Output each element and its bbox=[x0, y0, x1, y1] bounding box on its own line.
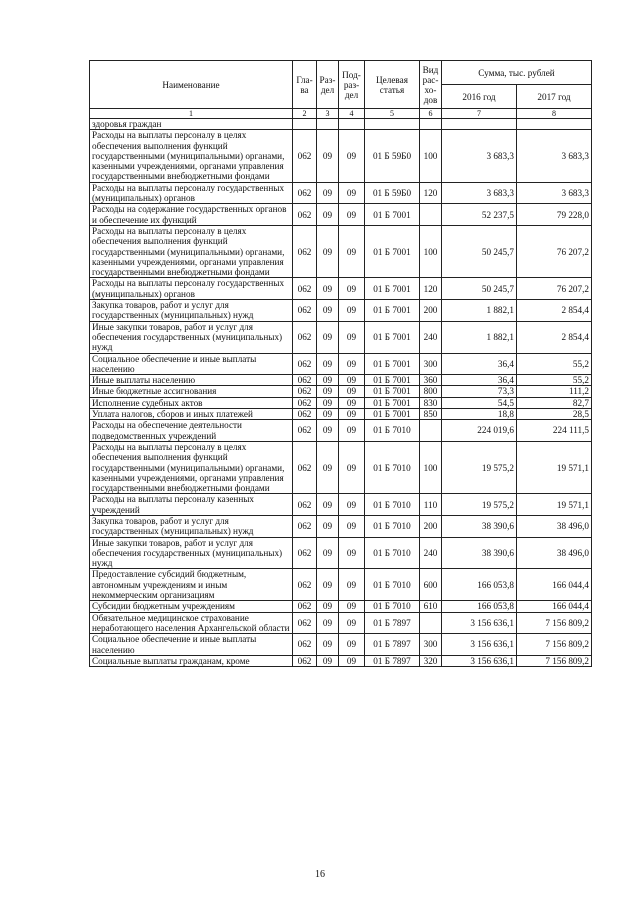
cell-section: 09 bbox=[317, 612, 339, 634]
cell-expense-type: 610 bbox=[420, 601, 442, 612]
cell-section: 09 bbox=[317, 204, 339, 226]
header-section: Раз-дел bbox=[317, 61, 339, 109]
cell-section bbox=[317, 119, 339, 130]
cell-subsection: 09 bbox=[339, 375, 365, 386]
header-expense-type: Вид рас-хо-дов bbox=[420, 61, 442, 109]
header-year-2017: 2017 год bbox=[517, 85, 592, 109]
cell-amount-2017: 76 207,2 bbox=[517, 225, 592, 277]
cell-subsection: 09 bbox=[339, 569, 365, 601]
cell-chapter: 062 bbox=[293, 386, 317, 397]
cell-expense-type: 120 bbox=[420, 182, 442, 204]
cell-amount-2016: 38 390,6 bbox=[442, 515, 517, 537]
table-body bbox=[90, 109, 592, 667]
cell-target-item: 01 Б 7010 bbox=[365, 515, 420, 537]
column-number: 8 bbox=[517, 109, 592, 119]
table-row bbox=[90, 182, 592, 204]
cell-amount-2017: 82,7 bbox=[517, 397, 592, 408]
cell-expense-type: 110 bbox=[420, 494, 442, 516]
cell-expense-type: 300 bbox=[420, 634, 442, 656]
table-row bbox=[90, 225, 592, 277]
cell-expense-type: 240 bbox=[420, 321, 442, 353]
cell-section: 09 bbox=[317, 655, 339, 666]
cell-amount-2017: 7 156 809,2 bbox=[517, 634, 592, 656]
cell-chapter: 062 bbox=[293, 655, 317, 666]
cell-chapter: 062 bbox=[293, 409, 317, 420]
cell-amount-2017: 7 156 809,2 bbox=[517, 612, 592, 634]
cell-expense-type: 100 bbox=[420, 441, 442, 493]
cell-amount-2016: 36,4 bbox=[442, 353, 517, 375]
cell-amount-2016: 3 156 636,1 bbox=[442, 655, 517, 666]
cell-amount-2016: 19 575,2 bbox=[442, 441, 517, 493]
cell-amount-2017: 166 044,4 bbox=[517, 569, 592, 601]
cell-target-item: 01 Б 7010 bbox=[365, 441, 420, 493]
table-row bbox=[90, 130, 592, 182]
cell-amount-2017: 111,2 bbox=[517, 386, 592, 397]
cell-amount-2017 bbox=[517, 119, 592, 130]
cell-name: Уплата налогов, сборов и иных платежей bbox=[90, 409, 293, 420]
cell-amount-2016: 3 156 636,1 bbox=[442, 634, 517, 656]
cell-subsection: 09 bbox=[339, 634, 365, 656]
cell-chapter: 062 bbox=[293, 375, 317, 386]
cell-name: Социальное обеспечение и иные выплаты населению bbox=[90, 634, 293, 656]
table-row bbox=[90, 655, 592, 666]
cell-subsection: 09 bbox=[339, 130, 365, 182]
column-number: 1 bbox=[90, 109, 293, 119]
cell-name: Социальное обеспечение и иные выплаты населению bbox=[90, 353, 293, 375]
cell-section: 09 bbox=[317, 300, 339, 322]
table-row bbox=[90, 119, 592, 130]
cell-target-item: 01 Б 7001 bbox=[365, 204, 420, 226]
cell-amount-2016: 54,5 bbox=[442, 397, 517, 408]
cell-chapter: 062 bbox=[293, 397, 317, 408]
cell-chapter: 062 bbox=[293, 634, 317, 656]
budget-table bbox=[89, 60, 592, 667]
table-row bbox=[90, 420, 592, 442]
cell-subsection: 09 bbox=[339, 397, 365, 408]
cell-name: Субсидии бюджетным учреждениям bbox=[90, 601, 293, 612]
header-amount: Сумма, тыс. рублей bbox=[442, 61, 592, 85]
column-number: 4 bbox=[339, 109, 365, 119]
cell-amount-2016: 3 156 636,1 bbox=[442, 612, 517, 634]
cell-target-item: 01 Б 59Б0 bbox=[365, 130, 420, 182]
cell-amount-2016: 3 683,3 bbox=[442, 182, 517, 204]
cell-expense-type bbox=[420, 612, 442, 634]
cell-amount-2017: 224 111,5 bbox=[517, 420, 592, 442]
cell-expense-type bbox=[420, 420, 442, 442]
cell-section: 09 bbox=[317, 569, 339, 601]
cell-section: 09 bbox=[317, 409, 339, 420]
cell-section: 09 bbox=[317, 634, 339, 656]
table-row bbox=[90, 537, 592, 569]
cell-section: 09 bbox=[317, 353, 339, 375]
cell-subsection: 09 bbox=[339, 655, 365, 666]
cell-expense-type bbox=[420, 119, 442, 130]
cell-amount-2016: 50 245,7 bbox=[442, 278, 517, 300]
header-subsection: Под-раз-дел bbox=[339, 61, 365, 109]
cell-subsection: 09 bbox=[339, 494, 365, 516]
column-number: 2 bbox=[293, 109, 317, 119]
cell-name: Социальные выплаты гражданам, кроме bbox=[90, 655, 293, 666]
cell-amount-2016: 224 019,6 bbox=[442, 420, 517, 442]
cell-chapter bbox=[293, 119, 317, 130]
cell-name: Расходы на содержание государственных органов и обеспечение их функций bbox=[90, 204, 293, 226]
cell-target-item bbox=[365, 119, 420, 130]
cell-amount-2017: 79 228,0 bbox=[517, 204, 592, 226]
cell-expense-type: 240 bbox=[420, 537, 442, 569]
header-chapter: Гла-ва bbox=[293, 61, 317, 109]
cell-section: 09 bbox=[317, 278, 339, 300]
cell-subsection: 09 bbox=[339, 601, 365, 612]
cell-section: 09 bbox=[317, 386, 339, 397]
cell-chapter: 062 bbox=[293, 441, 317, 493]
cell-section: 09 bbox=[317, 225, 339, 277]
cell-name: Предоставление субсидий бюджетным, автономным учреждениям и иным некоммерческим организациям bbox=[90, 569, 293, 601]
table-row bbox=[90, 494, 592, 516]
table-row bbox=[90, 353, 592, 375]
table-row bbox=[90, 612, 592, 634]
cell-amount-2017: 2 854,4 bbox=[517, 300, 592, 322]
cell-expense-type: 120 bbox=[420, 278, 442, 300]
cell-expense-type: 360 bbox=[420, 375, 442, 386]
table-row bbox=[90, 441, 592, 493]
cell-subsection: 09 bbox=[339, 204, 365, 226]
cell-section: 09 bbox=[317, 601, 339, 612]
cell-name: Расходы на выплаты персоналу государственных (муниципальных) органов bbox=[90, 278, 293, 300]
cell-name: Расходы на выплаты персоналу казенных учреждений bbox=[90, 494, 293, 516]
cell-subsection: 09 bbox=[339, 353, 365, 375]
cell-amount-2017: 19 571,1 bbox=[517, 494, 592, 516]
cell-target-item: 01 Б 59Б0 bbox=[365, 182, 420, 204]
column-number: 7 bbox=[442, 109, 517, 119]
cell-chapter: 062 bbox=[293, 420, 317, 442]
cell-target-item: 01 Б 7001 bbox=[365, 225, 420, 277]
cell-amount-2016: 3 683,3 bbox=[442, 130, 517, 182]
cell-target-item: 01 Б 7001 bbox=[365, 278, 420, 300]
cell-amount-2017: 76 207,2 bbox=[517, 278, 592, 300]
cell-amount-2017: 7 156 809,2 bbox=[517, 655, 592, 666]
cell-name: здоровья граждан bbox=[90, 119, 293, 130]
cell-subsection: 09 bbox=[339, 182, 365, 204]
cell-amount-2016: 1 882,1 bbox=[442, 300, 517, 322]
cell-section: 09 bbox=[317, 515, 339, 537]
cell-target-item: 01 Б 7001 bbox=[365, 375, 420, 386]
cell-name: Иные закупки товаров, работ и услуг для обеспечения государственных (муниципальных) нужд bbox=[90, 537, 293, 569]
cell-section: 09 bbox=[317, 441, 339, 493]
cell-amount-2016: 36,4 bbox=[442, 375, 517, 386]
cell-expense-type: 300 bbox=[420, 353, 442, 375]
cell-name: Расходы на выплаты персоналу в целях обеспечения выполнения функций государственными (муниципальными) органами, казенными учреждениями, органами управления государственными внебюджетными фондами bbox=[90, 130, 293, 182]
cell-expense-type: 320 bbox=[420, 655, 442, 666]
cell-amount-2016: 52 237,5 bbox=[442, 204, 517, 226]
cell-target-item: 01 Б 7010 bbox=[365, 420, 420, 442]
cell-section: 09 bbox=[317, 130, 339, 182]
cell-chapter: 062 bbox=[293, 612, 317, 634]
cell-chapter: 062 bbox=[293, 130, 317, 182]
cell-chapter: 062 bbox=[293, 278, 317, 300]
cell-name: Обязательное медицинское страхование неработающего населения Архангельской области bbox=[90, 612, 293, 634]
cell-name: Расходы на выплаты персоналу в целях обеспечения выполнения функций государственными (муниципальными) органами, казенными учреждениями, органами управления государственными внебюджетными фондами bbox=[90, 441, 293, 493]
cell-expense-type bbox=[420, 204, 442, 226]
table-row bbox=[90, 204, 592, 226]
cell-subsection: 09 bbox=[339, 420, 365, 442]
cell-chapter: 062 bbox=[293, 353, 317, 375]
cell-target-item: 01 Б 7010 bbox=[365, 494, 420, 516]
column-number: 6 bbox=[420, 109, 442, 119]
cell-target-item: 01 Б 7010 bbox=[365, 601, 420, 612]
table-row bbox=[90, 601, 592, 612]
cell-section: 09 bbox=[317, 494, 339, 516]
cell-expense-type: 800 bbox=[420, 386, 442, 397]
cell-amount-2017: 166 044,4 bbox=[517, 601, 592, 612]
cell-name: Иные бюджетные ассигнования bbox=[90, 386, 293, 397]
cell-target-item: 01 Б 7001 bbox=[365, 386, 420, 397]
table-row bbox=[90, 321, 592, 353]
cell-amount-2016 bbox=[442, 119, 517, 130]
cell-chapter: 062 bbox=[293, 569, 317, 601]
cell-chapter: 062 bbox=[293, 300, 317, 322]
cell-amount-2016: 166 053,8 bbox=[442, 601, 517, 612]
table-row bbox=[90, 515, 592, 537]
table-row bbox=[90, 409, 592, 420]
header-name: Наименование bbox=[90, 61, 293, 109]
cell-amount-2017: 55,2 bbox=[517, 375, 592, 386]
column-number: 5 bbox=[365, 109, 420, 119]
cell-target-item: 01 Б 7001 bbox=[365, 353, 420, 375]
cell-target-item: 01 Б 7010 bbox=[365, 569, 420, 601]
cell-name: Расходы на выплаты персоналу государственных (муниципальных) органов bbox=[90, 182, 293, 204]
cell-amount-2017: 38 496,0 bbox=[517, 515, 592, 537]
column-number: 3 bbox=[317, 109, 339, 119]
table-row bbox=[90, 300, 592, 322]
cell-chapter: 062 bbox=[293, 515, 317, 537]
cell-expense-type: 830 bbox=[420, 397, 442, 408]
cell-chapter: 062 bbox=[293, 494, 317, 516]
cell-amount-2017: 3 683,3 bbox=[517, 182, 592, 204]
cell-subsection: 09 bbox=[339, 225, 365, 277]
cell-name: Иные закупки товаров, работ и услуг для обеспечения государственных (муниципальных) нужд bbox=[90, 321, 293, 353]
cell-chapter: 062 bbox=[293, 537, 317, 569]
cell-target-item: 01 Б 7010 bbox=[365, 537, 420, 569]
cell-target-item: 01 Б 7001 bbox=[365, 409, 420, 420]
cell-chapter: 062 bbox=[293, 321, 317, 353]
cell-expense-type: 200 bbox=[420, 515, 442, 537]
cell-amount-2016: 50 245,7 bbox=[442, 225, 517, 277]
header-target-item: Целевая статья bbox=[365, 61, 420, 109]
cell-amount-2016: 1 882,1 bbox=[442, 321, 517, 353]
cell-amount-2017: 3 683,3 bbox=[517, 130, 592, 182]
cell-expense-type: 200 bbox=[420, 300, 442, 322]
cell-subsection bbox=[339, 119, 365, 130]
cell-name: Исполнение судебных актов bbox=[90, 397, 293, 408]
cell-target-item: 01 Б 7001 bbox=[365, 397, 420, 408]
cell-subsection: 09 bbox=[339, 441, 365, 493]
cell-chapter: 062 bbox=[293, 225, 317, 277]
cell-amount-2017: 2 854,4 bbox=[517, 321, 592, 353]
cell-chapter: 062 bbox=[293, 601, 317, 612]
table-row bbox=[90, 386, 592, 397]
cell-amount-2017: 28,5 bbox=[517, 409, 592, 420]
cell-subsection: 09 bbox=[339, 612, 365, 634]
cell-name: Иные выплаты населению bbox=[90, 375, 293, 386]
cell-subsection: 09 bbox=[339, 537, 365, 569]
table-row bbox=[90, 397, 592, 408]
cell-subsection: 09 bbox=[339, 321, 365, 353]
cell-chapter: 062 bbox=[293, 182, 317, 204]
column-number-row bbox=[90, 109, 592, 119]
cell-target-item: 01 Б 7897 bbox=[365, 634, 420, 656]
page-number: 16 bbox=[315, 869, 325, 880]
cell-section: 09 bbox=[317, 375, 339, 386]
cell-name: Закупка товаров, работ и услуг для государственных (муниципальных) нужд bbox=[90, 300, 293, 322]
cell-amount-2016: 19 575,2 bbox=[442, 494, 517, 516]
table-row bbox=[90, 634, 592, 656]
cell-subsection: 09 bbox=[339, 515, 365, 537]
cell-section: 09 bbox=[317, 397, 339, 408]
cell-amount-2017: 19 571,1 bbox=[517, 441, 592, 493]
cell-expense-type: 100 bbox=[420, 130, 442, 182]
cell-chapter: 062 bbox=[293, 204, 317, 226]
cell-target-item: 01 Б 7001 bbox=[365, 300, 420, 322]
cell-amount-2016: 166 053,8 bbox=[442, 569, 517, 601]
cell-name: Расходы на выплаты персоналу в целях обеспечения выполнения функций государственными (муниципальными) органами, казенными учреждениями, органами управления государственными внебюджетными фондами bbox=[90, 225, 293, 277]
header-year-2016: 2016 год bbox=[442, 85, 517, 109]
cell-target-item: 01 Б 7897 bbox=[365, 612, 420, 634]
cell-amount-2016: 38 390,6 bbox=[442, 537, 517, 569]
cell-target-item: 01 Б 7001 bbox=[365, 321, 420, 353]
cell-subsection: 09 bbox=[339, 300, 365, 322]
cell-subsection: 09 bbox=[339, 386, 365, 397]
table-row bbox=[90, 278, 592, 300]
cell-section: 09 bbox=[317, 537, 339, 569]
cell-name: Закупка товаров, работ и услуг для государственных (муниципальных) нужд bbox=[90, 515, 293, 537]
cell-subsection: 09 bbox=[339, 409, 365, 420]
cell-expense-type: 600 bbox=[420, 569, 442, 601]
cell-section: 09 bbox=[317, 321, 339, 353]
cell-expense-type: 100 bbox=[420, 225, 442, 277]
cell-amount-2016: 73,3 bbox=[442, 386, 517, 397]
table-row bbox=[90, 569, 592, 601]
cell-expense-type: 850 bbox=[420, 409, 442, 420]
table-row bbox=[90, 375, 592, 386]
cell-target-item: 01 Б 7897 bbox=[365, 655, 420, 666]
cell-subsection: 09 bbox=[339, 278, 365, 300]
cell-section: 09 bbox=[317, 182, 339, 204]
cell-amount-2017: 55,2 bbox=[517, 353, 592, 375]
cell-name: Расходы на обеспечение деятельности подведомственных учреждений bbox=[90, 420, 293, 442]
cell-amount-2016: 18,8 bbox=[442, 409, 517, 420]
cell-section: 09 bbox=[317, 420, 339, 442]
cell-amount-2017: 38 496,0 bbox=[517, 537, 592, 569]
